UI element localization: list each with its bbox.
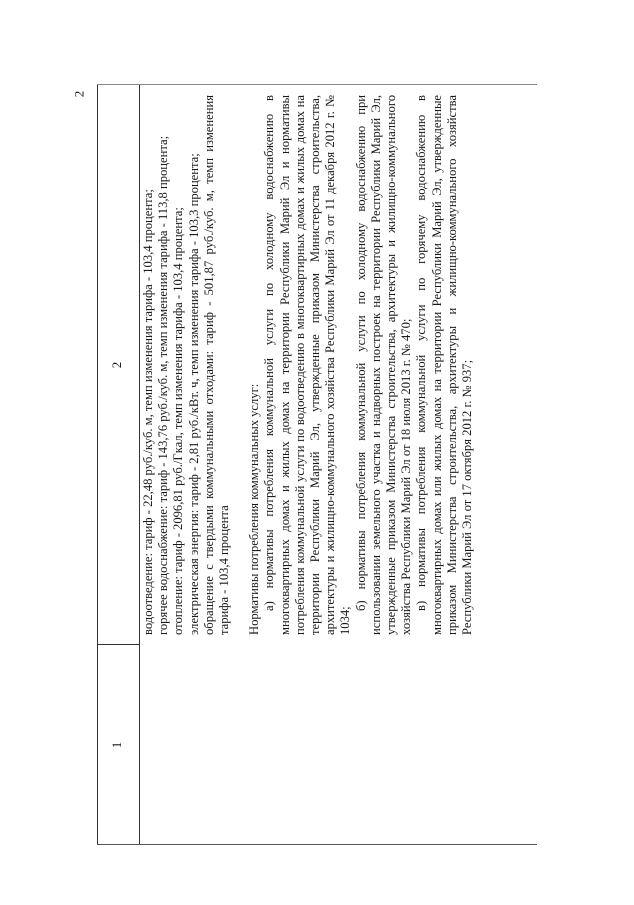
tariff-table: [97, 85, 537, 845]
page-number: 2: [71, 90, 87, 98]
tariff-line: электрическая энергия: тариф - 2,81 руб./кВт. ч, темп изменения тарифа - 103,3 процента;: [186, 153, 201, 635]
tariff-line: горячее водоснабжение: тариф - 143,76 руб./куб. м, темп изменения тарифа - 113,8 процента;: [156, 135, 171, 635]
norm-item-c: в) нормативы потребления коммунальной услуги по горячему водоснабжению в многоквартирных домах или жилых домах на территории Республики Марий Эл, утвержденные приказом Министерства строительства, архитектуры и жилищно-коммунального хозяйства Республики Марий Эл от 17 октября 2012 г. № 937;: [414, 95, 475, 635]
table-top-border: [97, 85, 98, 845]
table-right-border: [97, 84, 537, 85]
table-cell-content: [141, 95, 475, 635]
tariff-line: отопление: тариф - 2096,81 руб./Гкал, темп изменения тарифа - 103,4 процента;: [171, 207, 186, 635]
tariff-line: обращение с твердыми коммунальными отходами: тариф - 501,87 руб./куб. м, темп изменения тарифа - 103,4 процента: [201, 95, 232, 635]
tariff-line: водоотведение: тариф - 22,48 руб./куб. м, темп изменения тарифа - 103,4 процента;: [141, 189, 155, 635]
rotated-table-page: [97, 85, 537, 845]
table-header-border: [139, 85, 140, 845]
column-header-2: 2: [109, 361, 124, 369]
norm-item-a: а) нормативы потребления коммунальной услуги по холодному водоснабжению в многоквартирных домах и жилых домах на территории Республики Марий Эл и нормативы потребления коммунальной услуги по водоотведению в многоквартирных домах и жилых домах на территории Республики Марий Эл, утвержденные приказом Министерства строительства, архитектуры и жилищно-коммунального хозяйства Республики Марий Эл от 11 декабря 2012 г. № 1034;: [262, 95, 353, 635]
paragraph-gap: [232, 95, 247, 635]
table-left-border: [97, 844, 537, 845]
norms-heading: Нормативы потребления коммунальных услуг:: [247, 383, 262, 635]
column-header-1: 1: [109, 741, 124, 749]
norm-item-b: б) нормативы потребления коммунальной услуги по холодному водоснабжению при использовании земельного участка и надворных построек на территории Республики Марий Эл, утвержденные приказом Министерства строительства, архитектуры и жилищно-коммунального хозяйства Республики Марий Эл от 18 июля 2013 г. № 470;: [353, 95, 414, 635]
